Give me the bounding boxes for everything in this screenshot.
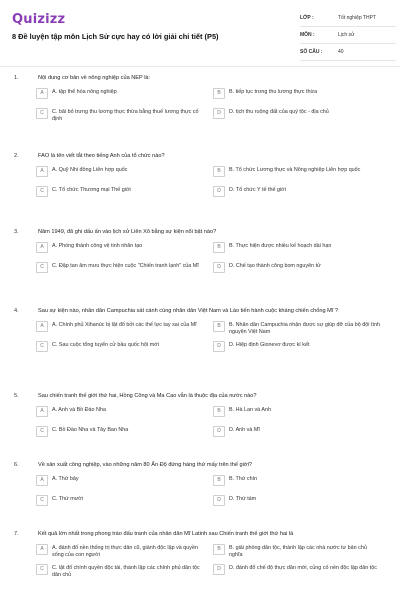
meta-row-subject (300, 27, 396, 44)
question-number: 4. (14, 308, 19, 314)
question-7 (0, 530, 400, 579)
question-text: Nội dung cơ bản về nông nghiệp của NEP là: (38, 75, 151, 81)
option-text: A. Thứ bảy (52, 476, 79, 482)
option-letter-badge: D (213, 564, 225, 575)
question-text: Kết quả lớn nhất trong phong trào đấu tranh của nhân dân Mĩ Latinh sau Chiến tranh thế giới thứ hai là (38, 531, 294, 537)
option-text: B. Hà Lan và Anh (229, 407, 271, 413)
answer-option-d[interactable] (213, 496, 380, 510)
meta-label: LỚP : (300, 15, 314, 21)
option-letter-badge: C (36, 495, 48, 506)
page-title: 8 Đề luyện tập môn Lịch Sử cực hay có lời giải chi tiết (P5) (12, 32, 219, 41)
question-text: Về sản xuất công nghiệp, vào những năm 80 Ấn Độ đứng hàng thứ mấy trên thế giới? (38, 462, 252, 468)
option-text: C. bãi bỏ trưng thu lương thực thừa bằng thuế lương thực cố định (52, 109, 199, 122)
meta-value: 40 (338, 49, 344, 55)
option-text: B. Nhân dân Campuchia nhận được sự giúp đỡ của bộ đội tình nguyện Việt Nam (229, 322, 380, 335)
answer-option-a[interactable] (36, 167, 203, 181)
answer-option-c[interactable] (36, 263, 203, 277)
question-4 (0, 307, 400, 356)
answer-option-a[interactable] (36, 322, 203, 336)
question-1 (0, 74, 400, 123)
question-2 (0, 152, 400, 201)
option-text: C. Tổ chức Thương mại Thế giới (52, 187, 131, 193)
answer-option-d[interactable] (213, 342, 380, 356)
meta-label: MÔN : (300, 32, 315, 38)
question-header (0, 530, 400, 538)
option-letter-badge: D (213, 341, 225, 352)
option-letter-badge: C (36, 564, 48, 575)
answer-option-b[interactable] (213, 322, 380, 336)
answer-options (0, 407, 400, 441)
option-text: B. Tổ chức Lương thực và Nông nghiệp Liên hợp quốc (229, 167, 361, 173)
answer-option-a[interactable] (36, 243, 203, 257)
question-number: 7. (14, 531, 19, 537)
question-header (0, 152, 400, 160)
question-number: 6. (14, 462, 19, 468)
option-letter-badge: D (213, 108, 225, 119)
option-letter-badge: A (36, 475, 48, 486)
answer-options (0, 167, 400, 201)
option-letter-badge: C (36, 108, 48, 119)
option-letter-badge: B (213, 242, 225, 253)
option-text: D. đánh đổ chế độ thực dân mới, củng cố nền độc lập dân tộc (229, 565, 377, 571)
meta-value: Tốt nghiệp THPT (338, 15, 376, 21)
option-text: C. lật đổ chính quyền độc tài, thành lập các chính phủ dân tộc dân chủ (52, 565, 200, 578)
option-letter-badge: B (213, 406, 225, 417)
option-letter-badge: A (36, 242, 48, 253)
answer-option-d[interactable] (213, 263, 380, 277)
question-3 (0, 228, 400, 277)
answer-option-c[interactable] (36, 342, 203, 356)
question-text: Sau sự kiện nào, nhân dân Campuchia sát cánh cùng nhân dân Việt Nam và Lào tiến hành cuộc kháng chiến chống Mĩ ? (38, 308, 339, 314)
answer-options (0, 476, 400, 510)
answer-option-b[interactable] (213, 407, 380, 421)
header (0, 0, 400, 64)
option-text: C. Sau cuộc tổng tuyển cử bầu quốc hội mới (52, 342, 159, 348)
question-header (0, 307, 400, 315)
meta-row-count (300, 44, 396, 61)
question-number: 3. (14, 229, 19, 235)
option-letter-badge: B (213, 88, 225, 99)
answer-options (0, 322, 400, 356)
answer-option-b[interactable] (213, 243, 380, 257)
option-text: B. Thực hiện được nhiều kế hoạch dài hạn (229, 243, 332, 249)
answer-option-c[interactable] (36, 565, 203, 579)
option-text: D. Anh và Mĩ (229, 427, 260, 433)
option-letter-badge: A (36, 166, 48, 177)
quizizz-logo: Quizizz (12, 12, 66, 27)
option-text: D. Hiệp định Gionevơ được kí kết (229, 342, 310, 348)
header-divider (0, 66, 400, 67)
option-letter-badge: C (36, 186, 48, 197)
answer-option-d[interactable] (213, 187, 380, 201)
answer-option-a[interactable] (36, 545, 203, 559)
answer-option-c[interactable] (36, 427, 203, 441)
option-text: B. giải phóng dân tộc, thành lập các nhà nước tư bản chủ nghĩa (229, 545, 367, 558)
answer-option-b[interactable] (213, 545, 380, 559)
answer-options (0, 545, 400, 579)
answer-option-d[interactable] (213, 565, 380, 579)
option-text: A. tập thể hóa nông nghiệp (52, 89, 117, 95)
option-letter-badge: D (213, 495, 225, 506)
option-letter-badge: B (213, 544, 225, 555)
meta-label: SỐ CÂU : (300, 49, 323, 55)
question-header (0, 228, 400, 236)
question-header (0, 392, 400, 400)
option-letter-badge: A (36, 544, 48, 555)
option-letter-badge: D (213, 426, 225, 437)
answer-option-d[interactable] (213, 109, 380, 123)
question-text: Sau chiến tranh thế giới thứ hai, Hồng Công và Ma Cao vẫn là thuộc địa của nước nào? (38, 393, 257, 399)
option-text: C. Thứ mười (52, 496, 84, 502)
option-text: D. Tổ chức Y tế thế giới (229, 187, 286, 193)
option-text: D. Thứ tám (229, 496, 257, 502)
option-letter-badge: A (36, 406, 48, 417)
option-letter-badge: A (36, 321, 48, 332)
answer-option-a[interactable] (36, 407, 203, 421)
answer-option-b[interactable] (213, 476, 380, 490)
answer-option-c[interactable] (36, 187, 203, 201)
question-5 (0, 392, 400, 441)
option-letter-badge: C (36, 341, 48, 352)
option-text: A. Anh và Bồ Đào Nha (52, 407, 106, 413)
option-text: D. tịch thu ruộng đất của quý tộc - địa chủ (229, 109, 329, 115)
option-letter-badge: A (36, 88, 48, 99)
option-letter-badge: D (213, 262, 225, 273)
answer-option-c[interactable] (36, 109, 203, 123)
option-text: A. đánh đổ nền thống trị thực dân cũ, giành độc lập và quyền sống của con người (52, 545, 198, 558)
question-text: Năm 1949, đã ghi dấu ấn vào lịch sử Liên Xô bằng sự kiện nổi bật nào? (38, 229, 217, 235)
option-text: C. Bồ Đào Nha và Tây Ban Nha (52, 427, 129, 433)
answer-option-a[interactable] (36, 476, 203, 490)
option-text: A. Phóng thành công vệ tinh nhân tạo (52, 243, 143, 249)
answer-options (0, 243, 400, 277)
answer-option-a[interactable] (36, 89, 203, 103)
option-text: B. Thứ chín (229, 476, 258, 482)
option-letter-badge: C (36, 262, 48, 273)
option-letter-badge: D (213, 186, 225, 197)
answer-options (0, 89, 400, 123)
question-header (0, 74, 400, 82)
answer-option-c[interactable] (36, 496, 203, 510)
meta-table (300, 10, 396, 61)
option-letter-badge: B (213, 321, 225, 332)
option-text: A. Quỹ Nhi đồng Liên hợp quốc (52, 167, 128, 173)
option-letter-badge: B (213, 475, 225, 486)
option-text: C. Đập tan âm mưu thực hiện cuộc "Chiến tranh lạnh" của Mĩ (52, 263, 199, 269)
question-number: 1. (14, 75, 19, 81)
answer-option-b[interactable] (213, 89, 380, 103)
meta-row-class (300, 10, 396, 27)
option-text: D. Chế tạo thành công bom nguyên tử (229, 263, 321, 269)
question-header (0, 461, 400, 469)
option-letter-badge: C (36, 426, 48, 437)
answer-option-b[interactable] (213, 167, 380, 181)
option-text: A. Chính phủ Xihanúc bị lật đổ bởi các thế lực tay sai của Mĩ (52, 322, 197, 328)
answer-option-d[interactable] (213, 427, 380, 441)
option-letter-badge: B (213, 166, 225, 177)
question-text: FAO là tên viết tắt theo tiếng Anh của tổ chức nào? (38, 153, 165, 159)
option-text: B. tiếp tục trưng thu lương thực thừa (229, 89, 318, 95)
question-number: 2. (14, 153, 19, 159)
question-number: 5. (14, 393, 19, 399)
meta-value: Lịch sử (338, 32, 355, 38)
question-6 (0, 461, 400, 510)
